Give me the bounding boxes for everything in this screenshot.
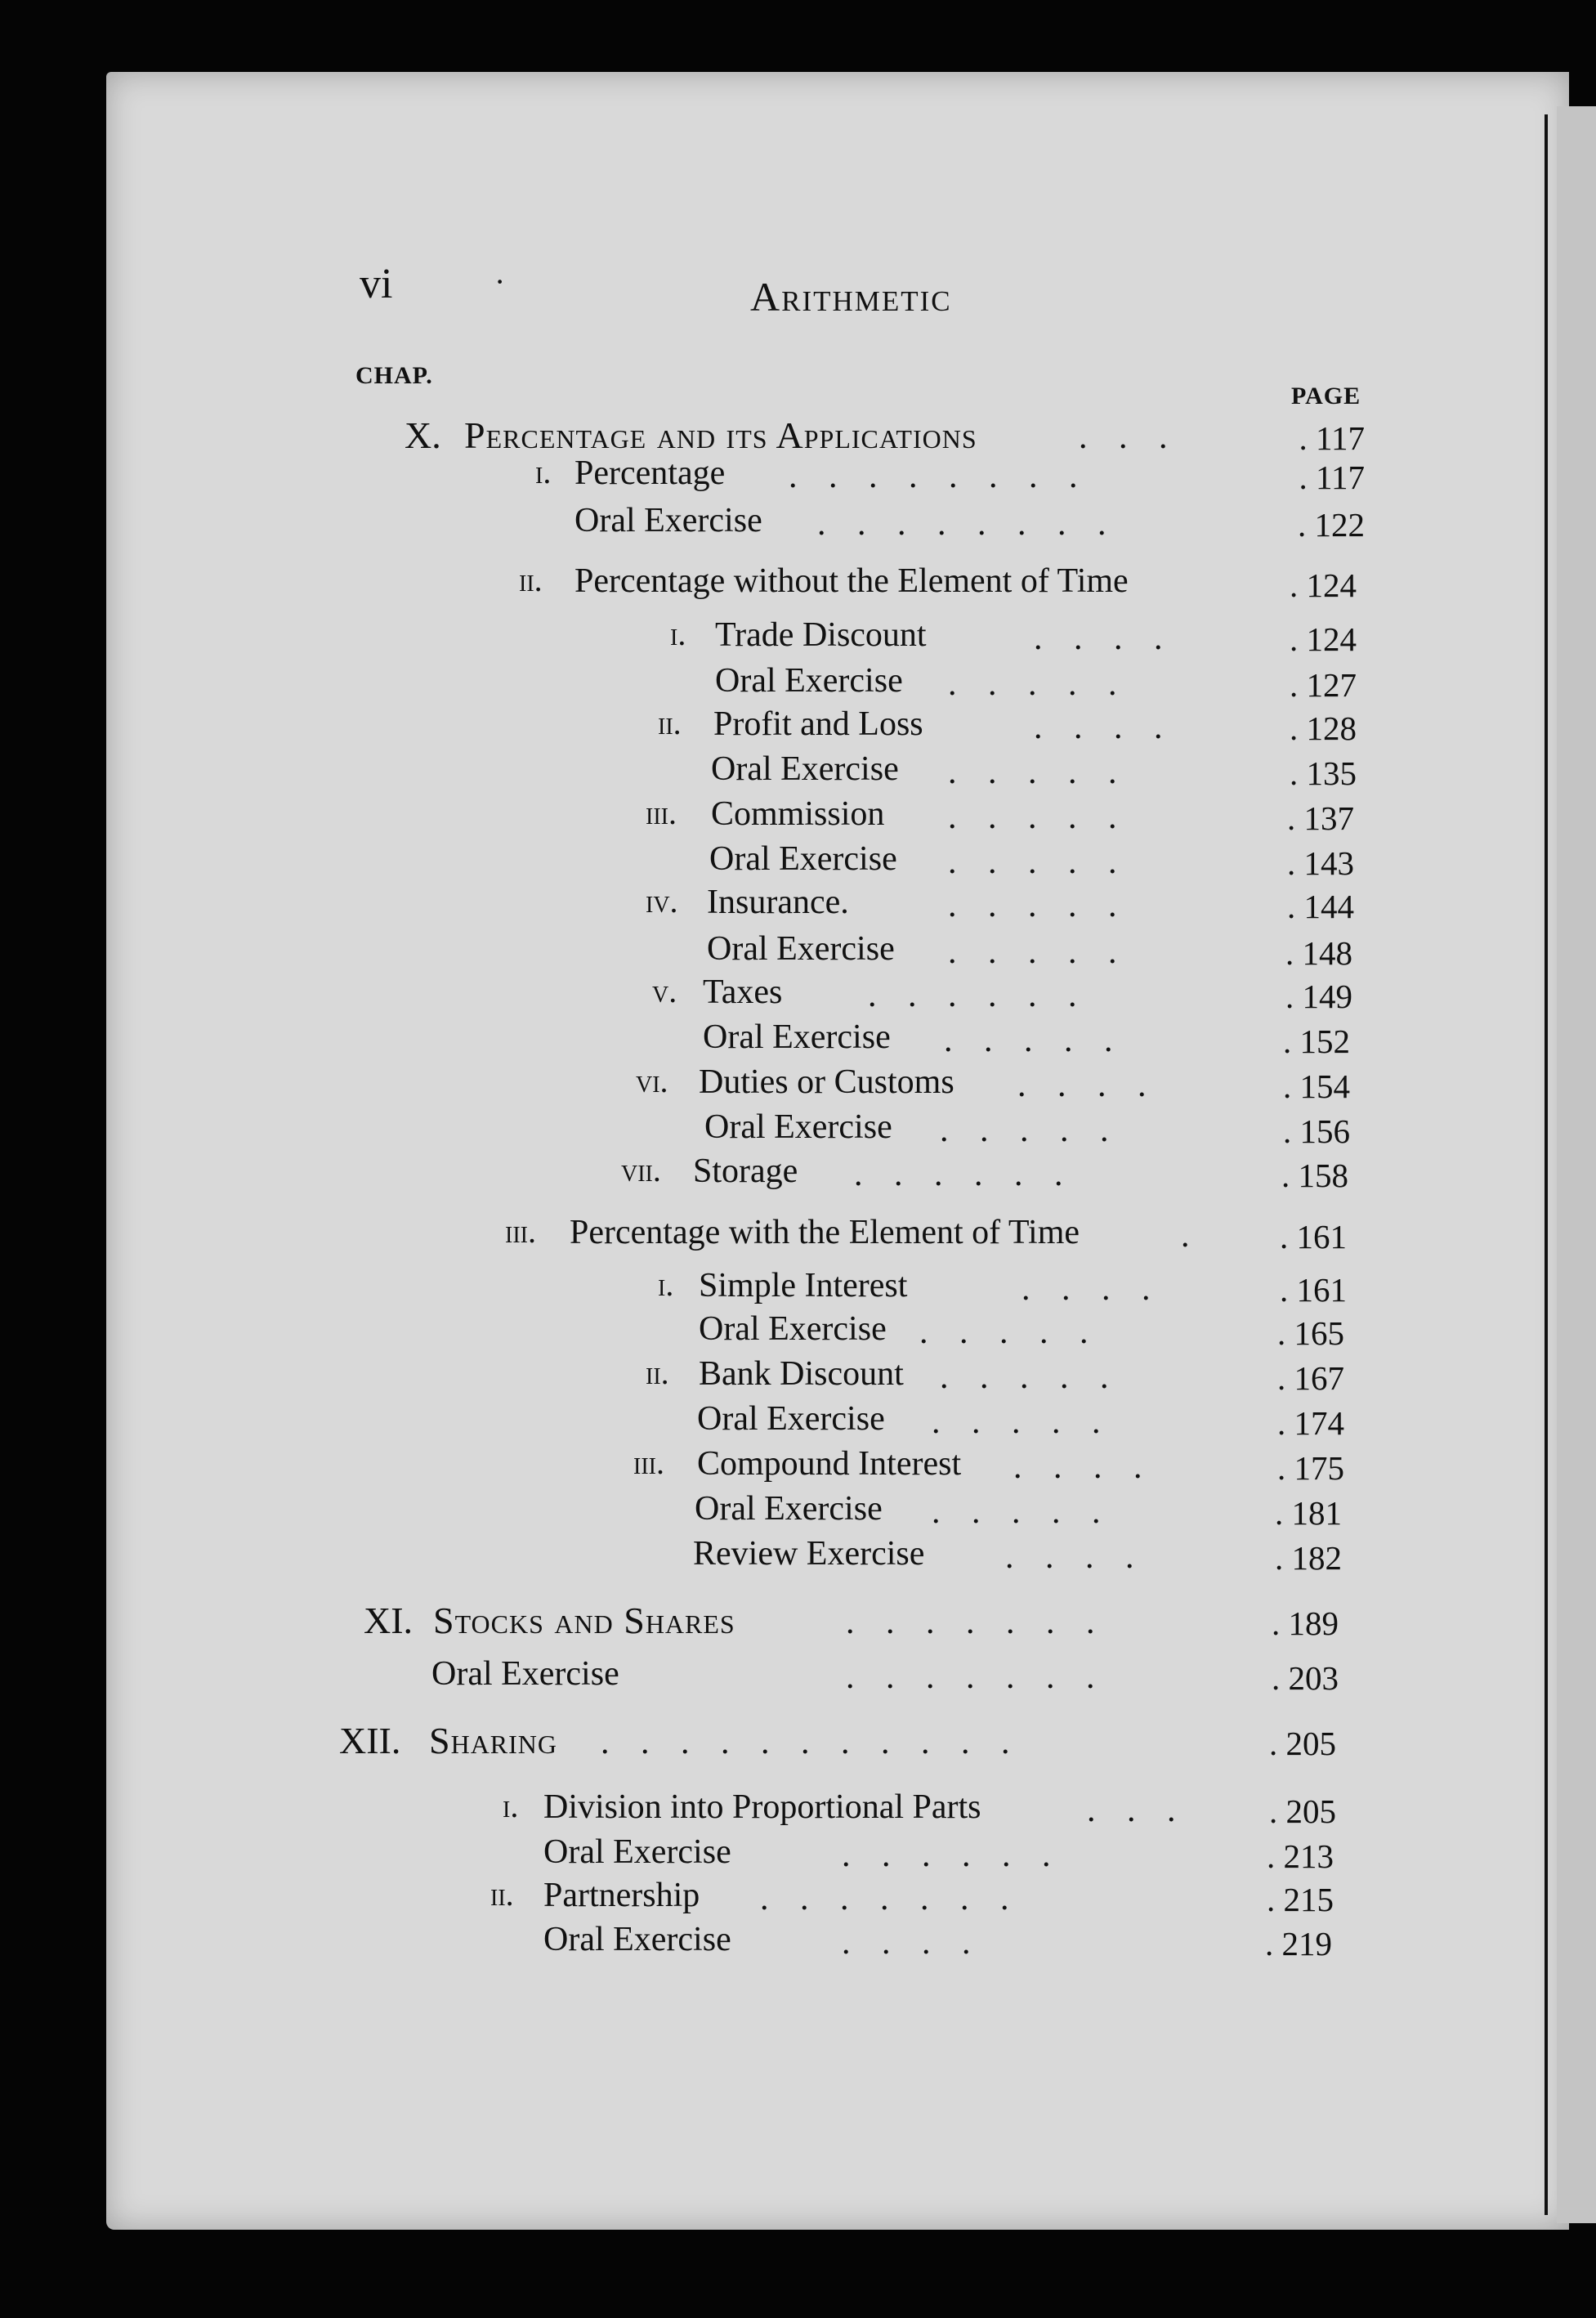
page-number: . 158 (1281, 1157, 1348, 1194)
entry-title: Oral Exercise (707, 930, 895, 968)
entry-title: Oral Exercise (711, 750, 899, 788)
entry-title: Taxes (703, 973, 783, 1011)
leader-dots: . . . . (1034, 620, 1174, 657)
page-folio: vi (360, 261, 393, 307)
leader-dots: . . . . (842, 1924, 982, 1962)
page-number: . 205 (1269, 1792, 1336, 1830)
page-number: . 117 (1299, 459, 1365, 496)
next-page-edge (1557, 106, 1596, 2223)
leader-dots: . . . . . (944, 1022, 1124, 1059)
page-number: . 152 (1283, 1023, 1350, 1060)
entry-title: Commission (711, 795, 885, 833)
leader-dots: . . . (1087, 1792, 1187, 1829)
entry-title: Percentage and its Applications (464, 414, 977, 456)
leader-dots: . . . . . . . . (817, 505, 1118, 543)
leader-dots: . . . . (1013, 1448, 1154, 1486)
entry-title: Insurance. (707, 884, 849, 921)
entry-title: Profit and Loss (713, 705, 923, 743)
entry-number: i. (670, 615, 686, 652)
page-number: . 215 (1267, 1881, 1334, 1918)
leader-dots: . . . . . (948, 754, 1129, 791)
page-number: . 205 (1269, 1725, 1336, 1762)
entry-number: X. (405, 414, 441, 456)
page-number: . 135 (1290, 754, 1357, 792)
page-number: . 167 (1277, 1359, 1344, 1397)
entry-title: Trade Discount (715, 616, 927, 654)
leader-dots: . . . . . . (842, 1837, 1062, 1874)
leader-dots: . . . . . (948, 844, 1129, 881)
page-number: . 144 (1287, 888, 1354, 925)
page-number: . 213 (1267, 1837, 1334, 1875)
page-number: . 148 (1285, 934, 1352, 972)
leader-dots: . . . . . . . (846, 1604, 1106, 1641)
leader-dots: . . . . . (940, 1112, 1120, 1149)
entry-title: Oral Exercise (699, 1310, 887, 1348)
entry-number: XI. (364, 1600, 414, 1641)
page-number: . 203 (1272, 1659, 1339, 1697)
leader-dots: . . . . . (948, 933, 1129, 971)
page-number: . 182 (1275, 1539, 1342, 1577)
entry-number: v. (652, 973, 677, 1009)
leader-dots: . . . . . . . . . . . (601, 1724, 1022, 1761)
entry-title: Oral Exercise (715, 662, 903, 700)
page-number: . 161 (1280, 1271, 1347, 1309)
entry-title: Oral Exercise (543, 1921, 731, 1958)
entry-title: Oral Exercise (704, 1108, 892, 1146)
leader-dots: . (1181, 1217, 1201, 1255)
entry-number: ii. (658, 705, 682, 741)
leader-dots: . . . . . . (868, 977, 1089, 1014)
entry-title: Oral Exercise (709, 840, 897, 878)
entry-title: Storage (693, 1152, 798, 1190)
entry-title: Oral Exercise (431, 1655, 619, 1693)
header-dot: · (494, 263, 506, 300)
entry-number: iv. (646, 883, 678, 920)
leader-dots: . . . . . . . (846, 1658, 1106, 1696)
entry-title: Division into Proportional Parts (543, 1788, 981, 1826)
entry-number: i. (658, 1266, 674, 1303)
entry-title: Oral Exercise (703, 1018, 891, 1056)
entry-title: Oral Exercise (543, 1833, 731, 1871)
entry-number: XII. (339, 1720, 401, 1761)
page-number: . 137 (1287, 799, 1354, 837)
page-number: . 117 (1299, 419, 1365, 457)
leader-dots: . . . (1079, 418, 1179, 456)
page-gutter-line (1545, 114, 1548, 2215)
entry-title: Compound Interest (697, 1445, 962, 1483)
entry-title: Sharing (429, 1720, 558, 1761)
entry-number: ii. (519, 562, 543, 598)
page-number: . 174 (1277, 1404, 1344, 1442)
leader-dots: . . . . . (932, 1493, 1112, 1531)
page-number: . 124 (1290, 620, 1357, 658)
leader-dots: . . . . . . . . (789, 458, 1089, 495)
entry-number: vii. (621, 1152, 661, 1188)
entry-number: i. (503, 1788, 519, 1824)
entry-title: Stocks and Shares (433, 1600, 735, 1641)
leader-dots: . . . . . (932, 1403, 1112, 1441)
chap-column-label: CHAP. (355, 362, 433, 389)
entry-number: iii. (505, 1213, 536, 1250)
page-number: . 165 (1277, 1314, 1344, 1352)
page-number: . 122 (1298, 506, 1365, 544)
entry-title: Oral Exercise (695, 1490, 883, 1528)
leader-dots: . . . . . (948, 665, 1129, 703)
leader-dots: . . . . . (948, 887, 1129, 924)
leader-dots: . . . . (1034, 709, 1174, 746)
page-number: . 124 (1290, 566, 1357, 604)
page-number: . 154 (1283, 1067, 1350, 1105)
entry-number: ii. (646, 1354, 669, 1391)
page-number: . 189 (1272, 1604, 1339, 1642)
leader-dots: . . . . . (919, 1313, 1100, 1351)
leader-dots: . . . . (1005, 1538, 1146, 1576)
entry-number: vi. (636, 1063, 668, 1099)
entry-title: Percentage (574, 454, 726, 492)
entry-number: i. (535, 454, 552, 490)
entry-title: Percentage with the Element of Time (570, 1214, 1080, 1251)
page-number: . 156 (1283, 1112, 1350, 1150)
entry-title: Bank Discount (699, 1355, 904, 1393)
entry-title: Simple Interest (699, 1267, 908, 1304)
running-title: Arithmetic (750, 274, 952, 320)
page-number: . 175 (1277, 1449, 1344, 1487)
page-number: . 161 (1280, 1218, 1347, 1255)
page-column-label: PAGE (1291, 383, 1361, 409)
entry-title: Oral Exercise (574, 502, 762, 539)
leader-dots: . . . . (1017, 1067, 1158, 1104)
leader-dots: . . . . (1022, 1270, 1162, 1308)
page-number: . 149 (1285, 978, 1352, 1015)
page-number: . 219 (1265, 1925, 1332, 1962)
entry-title: Oral Exercise (697, 1400, 885, 1438)
leader-dots: . . . . . (948, 799, 1129, 836)
entry-title: Review Exercise (693, 1535, 925, 1573)
page-number: . 181 (1275, 1494, 1342, 1532)
leader-dots: . . . . . . (854, 1156, 1075, 1193)
entry-number: ii. (490, 1876, 514, 1913)
leader-dots: . . . . . (940, 1358, 1120, 1396)
entry-title: Percentage without the Element of Time (574, 562, 1129, 600)
entry-number: iii. (646, 794, 677, 831)
page-number: . 143 (1287, 844, 1354, 882)
page-number: . 128 (1290, 709, 1357, 747)
entry-title: Partnership (543, 1877, 700, 1914)
entry-title: Duties or Customs (699, 1063, 954, 1101)
leader-dots: . . . . . . . (760, 1880, 1021, 1917)
page-number: . 127 (1290, 666, 1357, 704)
entry-number: iii. (633, 1444, 664, 1481)
